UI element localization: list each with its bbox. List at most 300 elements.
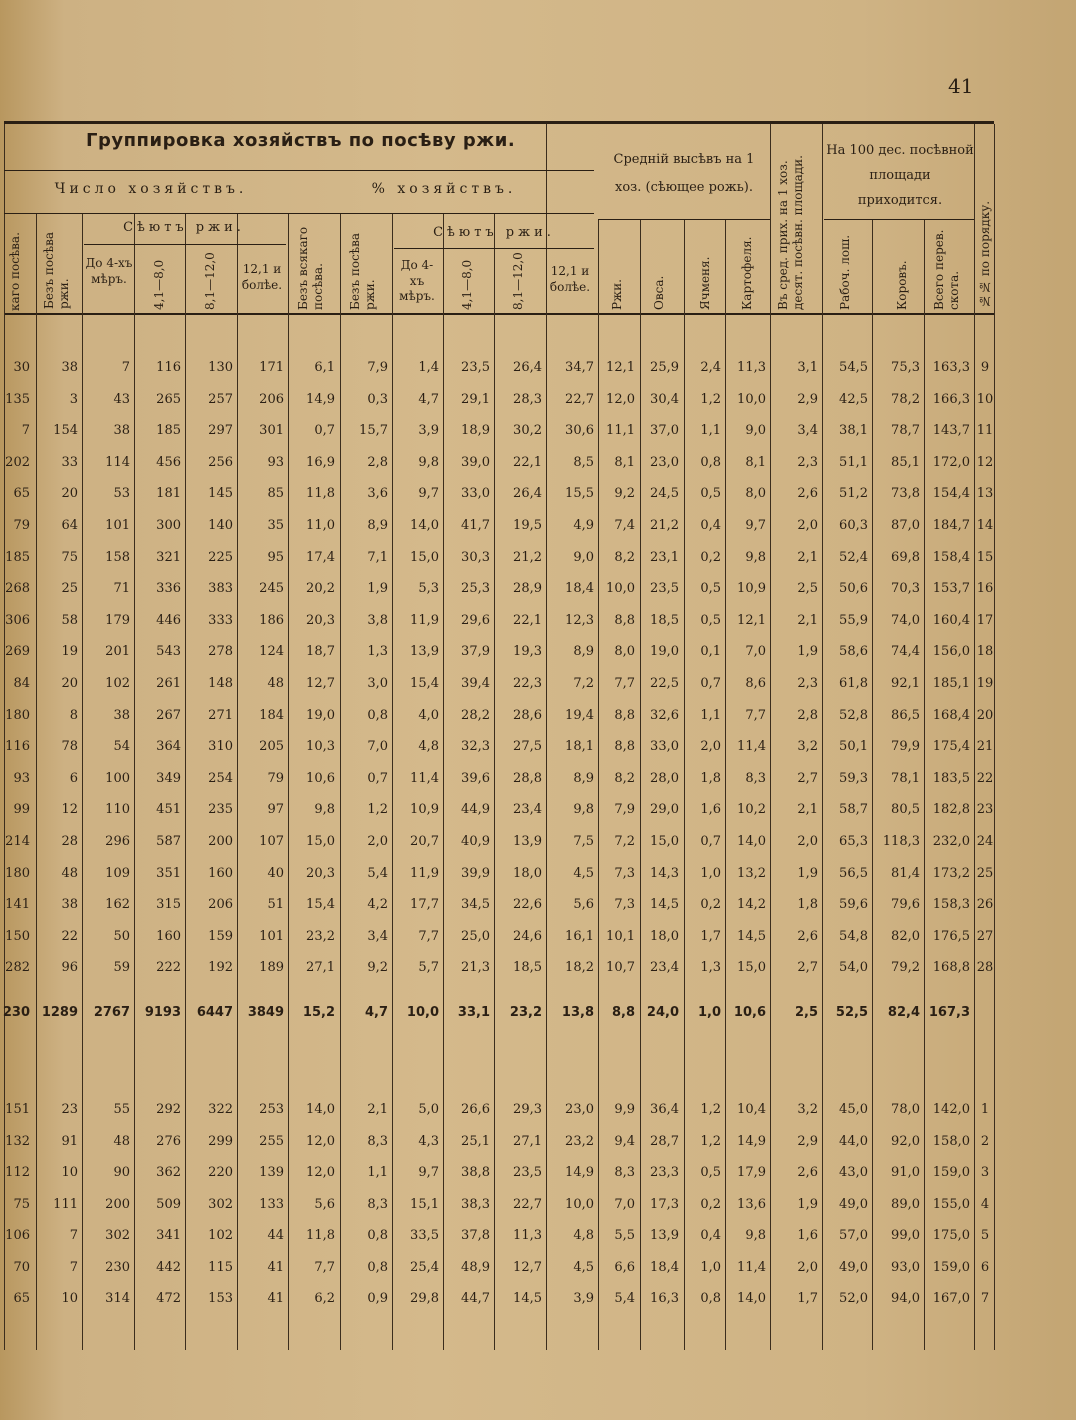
table-cell: 148: [208, 676, 233, 691]
table-cell: 4,9: [573, 518, 594, 533]
table-cell: 23,4: [650, 960, 679, 976]
row-number: 1: [980, 1102, 990, 1117]
table-cell: 11,4: [737, 1259, 766, 1275]
table-cell: 1,9: [367, 581, 388, 597]
table-cell: 133: [259, 1196, 284, 1212]
table-cell: 30,2: [513, 423, 542, 439]
table-cell: 20: [61, 486, 78, 502]
table-cell: 302: [208, 1196, 233, 1212]
table-cell: 8,9: [573, 644, 594, 660]
table-cell: 58: [61, 612, 78, 628]
table-cell: 16,1: [565, 928, 594, 944]
table-cell: 154: [53, 423, 78, 439]
table-cell: 19,4: [565, 707, 594, 723]
table-cell: 54,5: [839, 360, 868, 375]
table-cell: 50: [113, 928, 130, 944]
table-cell: 349: [156, 770, 181, 786]
table-cell: 333: [208, 612, 233, 628]
table-cell: 163,3: [932, 360, 970, 375]
table-cell: 7,2: [614, 834, 635, 849]
table-cell: 189: [259, 960, 284, 976]
table-cell: 27,1: [306, 960, 335, 976]
table-cell: 48: [267, 676, 284, 691]
table-cell: 44,9: [461, 802, 490, 818]
table-cell: 52,8: [839, 707, 868, 723]
table-cell: 7: [69, 1259, 78, 1275]
table-cell: 91,0: [891, 1165, 920, 1180]
header-pct-41-80: 4,1—8,0: [460, 259, 474, 310]
table-cell: 2,8: [367, 454, 388, 470]
table-cell: 167,0: [932, 1291, 970, 1306]
table-cell: 21,2: [650, 518, 679, 533]
header-order-no: №№ по порядку.: [978, 200, 992, 308]
table-cell: 166,3: [932, 391, 970, 407]
table-cell: 101: [105, 518, 130, 533]
table-cell: 0,5: [700, 1165, 721, 1180]
table-cell: 310: [208, 739, 233, 755]
table-cell: 33,0: [650, 739, 679, 755]
table-cell: 96: [61, 960, 78, 976]
row-number: 3: [980, 1165, 990, 1180]
table-cell: 20,3: [306, 612, 335, 628]
table-cell: 10,0: [406, 1005, 439, 1020]
table-cell: 99: [13, 802, 30, 818]
table-cell: 230: [2, 1005, 30, 1020]
title-underline: [4, 170, 594, 171]
table-cell: 509: [156, 1196, 181, 1212]
table-cell: 10,9: [410, 802, 439, 818]
header-rye: Ржи.: [610, 279, 624, 310]
table-cell: 43,0: [839, 1165, 868, 1180]
table-cell: 5,5: [614, 1228, 635, 1243]
table-cell: 13,8: [561, 1005, 594, 1020]
header-no-rye: Безъ посѣва ржи.: [42, 231, 71, 309]
table-cell: 100: [105, 770, 130, 786]
table-cell: 49,0: [839, 1196, 868, 1212]
table-cell: 255: [259, 1133, 284, 1149]
table-cell: 472: [156, 1291, 181, 1306]
table-cell: 8,6: [745, 676, 766, 691]
table-cell: 4,7: [364, 1005, 388, 1020]
table-cell: 28: [61, 834, 78, 849]
table-cell: 95: [267, 549, 284, 565]
header-sow-rye-count: Сѣютъ ржи.: [123, 220, 245, 235]
table-cell: 52,4: [839, 549, 868, 565]
table-cell: 2,0: [797, 518, 818, 533]
table-cell: 292: [156, 1102, 181, 1117]
table-cell: 81,4: [891, 865, 920, 881]
table-cell: 21,2: [513, 549, 542, 565]
table-cell: 200: [105, 1196, 130, 1212]
table-cell: 30,6: [565, 423, 594, 439]
table-cell: 11,8: [306, 486, 335, 502]
table-cell: 23,2: [306, 928, 335, 944]
table-cell: 23,5: [650, 581, 679, 597]
table-cell: 8,8: [614, 707, 635, 723]
table-cell: 15,4: [306, 897, 335, 913]
header-cows: Коровъ.: [895, 260, 909, 310]
table-cell: 2,8: [797, 707, 818, 723]
table-cell: 14,0: [306, 1102, 335, 1117]
table-cell: 151: [5, 1102, 30, 1117]
table-cell: 102: [105, 676, 130, 691]
table-cell: 37,0: [650, 423, 679, 439]
table-cell: 36,4: [650, 1102, 679, 1117]
table-cell: 0,7: [700, 834, 721, 849]
table-cell: 143,7: [932, 423, 970, 439]
table-cell: 7,0: [367, 739, 388, 755]
table-cell: 321: [156, 549, 181, 565]
table-cell: 7: [69, 1228, 78, 1243]
table-cell: 10,1: [606, 928, 635, 944]
table-cell: 10,7: [606, 960, 635, 976]
table-cell: 0,8: [367, 1228, 388, 1243]
table-cell: 75: [61, 549, 78, 565]
table-cell: 25,1: [461, 1133, 490, 1149]
table-cell: 8,2: [614, 549, 635, 565]
table-cell: 306: [5, 612, 30, 628]
table-cell: 11,3: [737, 360, 766, 375]
table-cell: 2,0: [700, 739, 721, 755]
table-cell: 179: [105, 612, 130, 628]
table-cell: 80,5: [891, 802, 920, 818]
table-cell: 153: [208, 1291, 233, 1306]
table-cell: 271: [208, 707, 233, 723]
table-cell: 182,8: [932, 802, 970, 818]
table-cell: 40: [267, 865, 284, 881]
table-cell: 14,0: [737, 1291, 766, 1306]
table-cell: 8,8: [614, 739, 635, 755]
table-cell: 41,7: [461, 518, 490, 533]
table-cell: 0,9: [367, 1291, 388, 1306]
table-cell: 5,3: [418, 581, 439, 597]
table-cell: 0,3: [367, 391, 388, 407]
row-number: 15: [976, 549, 994, 565]
table-cell: 7,7: [418, 928, 439, 944]
table-cell: 6,2: [314, 1291, 335, 1306]
table-cell: 48,9: [461, 1259, 490, 1275]
table-cell: 48: [113, 1133, 130, 1149]
table-cell: 185: [156, 423, 181, 439]
table-cell: 69,8: [891, 549, 920, 565]
table-cell: 39,6: [461, 770, 490, 786]
table-cell: 155,0: [932, 1196, 970, 1212]
table-cell: 15,0: [737, 960, 766, 976]
table-cell: 2,7: [797, 960, 818, 976]
table-cell: 28,6: [513, 707, 542, 723]
table-cell: 1,4: [418, 360, 439, 375]
table-cell: 0,8: [367, 707, 388, 723]
table-cell: 315: [156, 897, 181, 913]
table-cell: 9,8: [573, 802, 594, 818]
table-cell: 38: [113, 707, 130, 723]
table-cell: 2,3: [797, 676, 818, 691]
table-cell: 282: [5, 960, 30, 976]
table-cell: 9,7: [745, 518, 766, 533]
table-cell: 20,7: [410, 834, 439, 849]
table-cell: 7,4: [614, 518, 635, 533]
table-cell: 14,5: [513, 1291, 542, 1306]
table-cell: 7,7: [745, 707, 766, 723]
table-cell: 130: [208, 360, 233, 375]
table-cell: 23,1: [650, 549, 679, 565]
table-cell: 9,0: [745, 423, 766, 439]
table-cell: 79: [13, 518, 30, 533]
table-cell: 168,4: [932, 707, 970, 723]
table-cell: 2,6: [797, 928, 818, 944]
table-cell: 23,2: [509, 1005, 542, 1020]
table-cell: 7,5: [573, 834, 594, 849]
header-avg-area: Въ сред. прих. на 1 хоз. десят. посѣвн. площади.: [776, 155, 805, 310]
table-cell: 12,0: [306, 1133, 335, 1149]
table-cell: 3,4: [797, 423, 818, 439]
table-cell: 12,1: [737, 612, 766, 628]
table-cell: 10,0: [565, 1196, 594, 1212]
table-cell: 64: [61, 518, 78, 533]
table-cell: 145: [208, 486, 233, 502]
table-cell: 89,0: [891, 1196, 920, 1212]
sow-rye-underline-1: [84, 244, 286, 245]
table-cell: 3,0: [367, 676, 388, 691]
table-cell: 160,4: [932, 612, 970, 628]
table-cell: 19,5: [513, 518, 542, 533]
table-cell: 109: [105, 865, 130, 881]
table-cell: 5,7: [418, 960, 439, 976]
table-cell: 1,3: [367, 644, 388, 660]
table-cell: 245: [259, 581, 284, 597]
header-per100: На 100 дес. посѣвной площади приходится.: [826, 143, 974, 208]
per100-underline: [824, 219, 974, 220]
table-cell: 297: [208, 423, 233, 439]
table-cell: 85: [267, 486, 284, 502]
table-cell: 37,8: [461, 1228, 490, 1243]
table-cell: 235: [208, 802, 233, 818]
table-cell: 0,7: [314, 423, 335, 439]
table-cell: 19,0: [650, 644, 679, 660]
table-cell: 79,2: [891, 960, 920, 976]
table-cell: 54: [113, 739, 130, 755]
table-cell: 8,3: [614, 1165, 635, 1180]
table-cell: 141: [5, 897, 30, 913]
table-cell: 14,5: [737, 928, 766, 944]
table-cell: 11,4: [410, 770, 439, 786]
table-cell: 45,0: [839, 1102, 868, 1117]
table-cell: 192: [208, 960, 233, 976]
table-cell: 17,9: [737, 1165, 766, 1180]
row-number: 2: [980, 1133, 990, 1149]
header-avg-sow: Среднiй высѣвъ на 1 хоз. (сѣющее рожь).: [613, 152, 755, 195]
table-cell: 253: [259, 1102, 284, 1117]
table-cell: 9,8: [314, 802, 335, 818]
table-cell: 23,0: [650, 454, 679, 470]
row-number: 12: [976, 454, 994, 470]
table-cell: 8,1: [614, 454, 635, 470]
table-cell: 20,3: [306, 865, 335, 881]
table-cell: 2,1: [797, 802, 818, 818]
table-cell: 442: [156, 1259, 181, 1275]
table-cell: 78,7: [891, 423, 920, 439]
table-cell: 8,5: [573, 454, 594, 470]
table-cell: 173,2: [932, 865, 970, 881]
table-cell: 4,5: [573, 1259, 594, 1275]
table-cell: 302: [105, 1228, 130, 1243]
table-cell: 5,6: [573, 897, 594, 913]
table-cell: 29,1: [461, 391, 490, 407]
table-cell: 14,9: [565, 1165, 594, 1180]
table-cell: 12: [61, 802, 78, 818]
table-cell: 8,1: [745, 454, 766, 470]
table-cell: 48: [61, 865, 78, 881]
table-cell: 74,0: [891, 612, 920, 628]
row-number: 17: [976, 612, 994, 628]
table-cell: 5,4: [367, 865, 388, 881]
table-cell: 25,9: [650, 360, 679, 375]
table-cell: 1,1: [700, 423, 721, 439]
table-cell: 93,0: [891, 1259, 920, 1275]
table-cell: 9,8: [745, 549, 766, 565]
table-cell: 114: [105, 454, 130, 470]
table-cell: 70: [13, 1259, 30, 1275]
header-81-120: 8,1—12,0: [203, 252, 217, 310]
header-oats: Овса.: [652, 275, 666, 310]
table-cell: 158,0: [932, 1133, 970, 1149]
table-cell: 23,5: [461, 360, 490, 375]
table-cell: 278: [208, 644, 233, 660]
row-number: 5: [980, 1228, 990, 1243]
table-cell: 9,8: [418, 454, 439, 470]
table-cell: 38,1: [839, 423, 868, 439]
table-cell: 59,6: [839, 897, 868, 913]
table-cell: 12,3: [565, 612, 594, 628]
table-cell: 33,1: [457, 1005, 490, 1020]
table-cell: 82,4: [887, 1005, 920, 1020]
table-cell: 1289: [41, 1005, 78, 1020]
table-cell: 18,1: [565, 739, 594, 755]
table-cell: 28,3: [513, 391, 542, 407]
table-cell: 7,3: [614, 897, 635, 913]
table-cell: 29,0: [650, 802, 679, 818]
table-cell: 3849: [247, 1005, 284, 1020]
table-cell: 3,2: [797, 739, 818, 755]
table-cell: 23,5: [513, 1165, 542, 1180]
table-cell: 124: [259, 644, 284, 660]
table-cell: 99,0: [891, 1228, 920, 1243]
table-cell: 74,4: [891, 644, 920, 660]
table-cell: 9,7: [418, 486, 439, 502]
table-cell: 175,0: [932, 1228, 970, 1243]
table-cell: 75,3: [891, 360, 920, 375]
header-no-sowing: каго посѣва.: [8, 232, 22, 311]
table-cell: 51,2: [839, 486, 868, 502]
table-cell: 142,0: [932, 1102, 970, 1117]
table-cell: 446: [156, 612, 181, 628]
table-cell: 299: [208, 1133, 233, 1149]
table-cell: 1,9: [797, 865, 818, 881]
table-cell: 232,0: [932, 834, 970, 849]
header-upto4: До 4-хъ мѣръ.: [85, 256, 133, 286]
table-cell: 18,2: [565, 960, 594, 976]
table-cell: 1,1: [367, 1165, 388, 1180]
table-cell: 39,4: [461, 676, 490, 691]
table-cell: 26,4: [513, 486, 542, 502]
table-cell: 41: [267, 1291, 284, 1306]
header-41-80: 4,1—8,0: [152, 259, 166, 310]
table-cell: 14,2: [737, 897, 766, 913]
table-cell: 4,0: [418, 707, 439, 723]
table-cell: 9,4: [614, 1133, 635, 1149]
table-cell: 54,0: [839, 960, 868, 976]
table-cell: 86,5: [891, 707, 920, 723]
table-cell: 10,0: [606, 581, 635, 597]
table-cell: 3,1: [797, 360, 818, 375]
table-cell: 51: [267, 897, 284, 913]
table-cell: 61,8: [839, 676, 868, 691]
table-cell: 276: [156, 1133, 181, 1149]
row-number: 20: [976, 707, 994, 723]
table-cell: 8,0: [745, 486, 766, 502]
table-cell: 30: [13, 360, 30, 375]
table-cell: 2,0: [797, 834, 818, 849]
table-cell: 7,3: [614, 865, 635, 881]
table-cell: 93: [13, 770, 30, 786]
table-cell: 6,6: [614, 1259, 635, 1275]
table-cell: 53: [113, 486, 130, 502]
table-cell: 25,0: [461, 928, 490, 944]
table-cell: 24,6: [513, 928, 542, 944]
table-cell: 13,9: [410, 644, 439, 660]
table-cell: 1,0: [700, 1259, 721, 1275]
table-cell: 10,9: [737, 581, 766, 597]
table-cell: 180: [5, 707, 30, 723]
header-pct-group: % хозяйствъ.: [371, 181, 517, 197]
table-cell: 49,0: [839, 1259, 868, 1275]
table-cell: 14,9: [306, 391, 335, 407]
table-cell: 0,2: [700, 897, 721, 913]
table-cell: 5,4: [614, 1291, 635, 1306]
table-cell: 172,0: [932, 454, 970, 470]
table-cell: 9,2: [614, 486, 635, 502]
table-cell: 65,3: [839, 834, 868, 849]
table-cell: 230: [105, 1259, 130, 1275]
table-title: Группировка хозяйствъ по посѣву ржи.: [86, 130, 516, 151]
table-cell: 159,0: [932, 1165, 970, 1180]
table-cell: 3,6: [367, 486, 388, 502]
table-cell: 15,0: [410, 549, 439, 565]
table-cell: 265: [156, 391, 181, 407]
table-cell: 84: [13, 676, 30, 691]
table-cell: 17,7: [410, 897, 439, 913]
table-cell: 22,1: [513, 612, 542, 628]
avg-sow-underline: [598, 219, 770, 220]
table-cell: 54,8: [839, 928, 868, 944]
table-cell: 78,0: [891, 1102, 920, 1117]
table-cell: 22,7: [513, 1196, 542, 1212]
row-number: 18: [976, 644, 994, 660]
table-cell: 2767: [93, 1005, 130, 1020]
table-cell: 73,8: [891, 486, 920, 502]
table-cell: 2,1: [797, 612, 818, 628]
table-cell: 7,0: [745, 644, 766, 660]
table-cell: 1,2: [367, 802, 388, 818]
table-cell: 56,5: [839, 865, 868, 881]
table-cell: 301: [259, 423, 284, 439]
table-cell: 1,6: [797, 1228, 818, 1243]
table-cell: 1,2: [700, 391, 721, 407]
table-cell: 79,6: [891, 897, 920, 913]
row-number: 7: [980, 1291, 990, 1306]
table-cell: 206: [208, 897, 233, 913]
table-cell: 2,5: [797, 581, 818, 597]
